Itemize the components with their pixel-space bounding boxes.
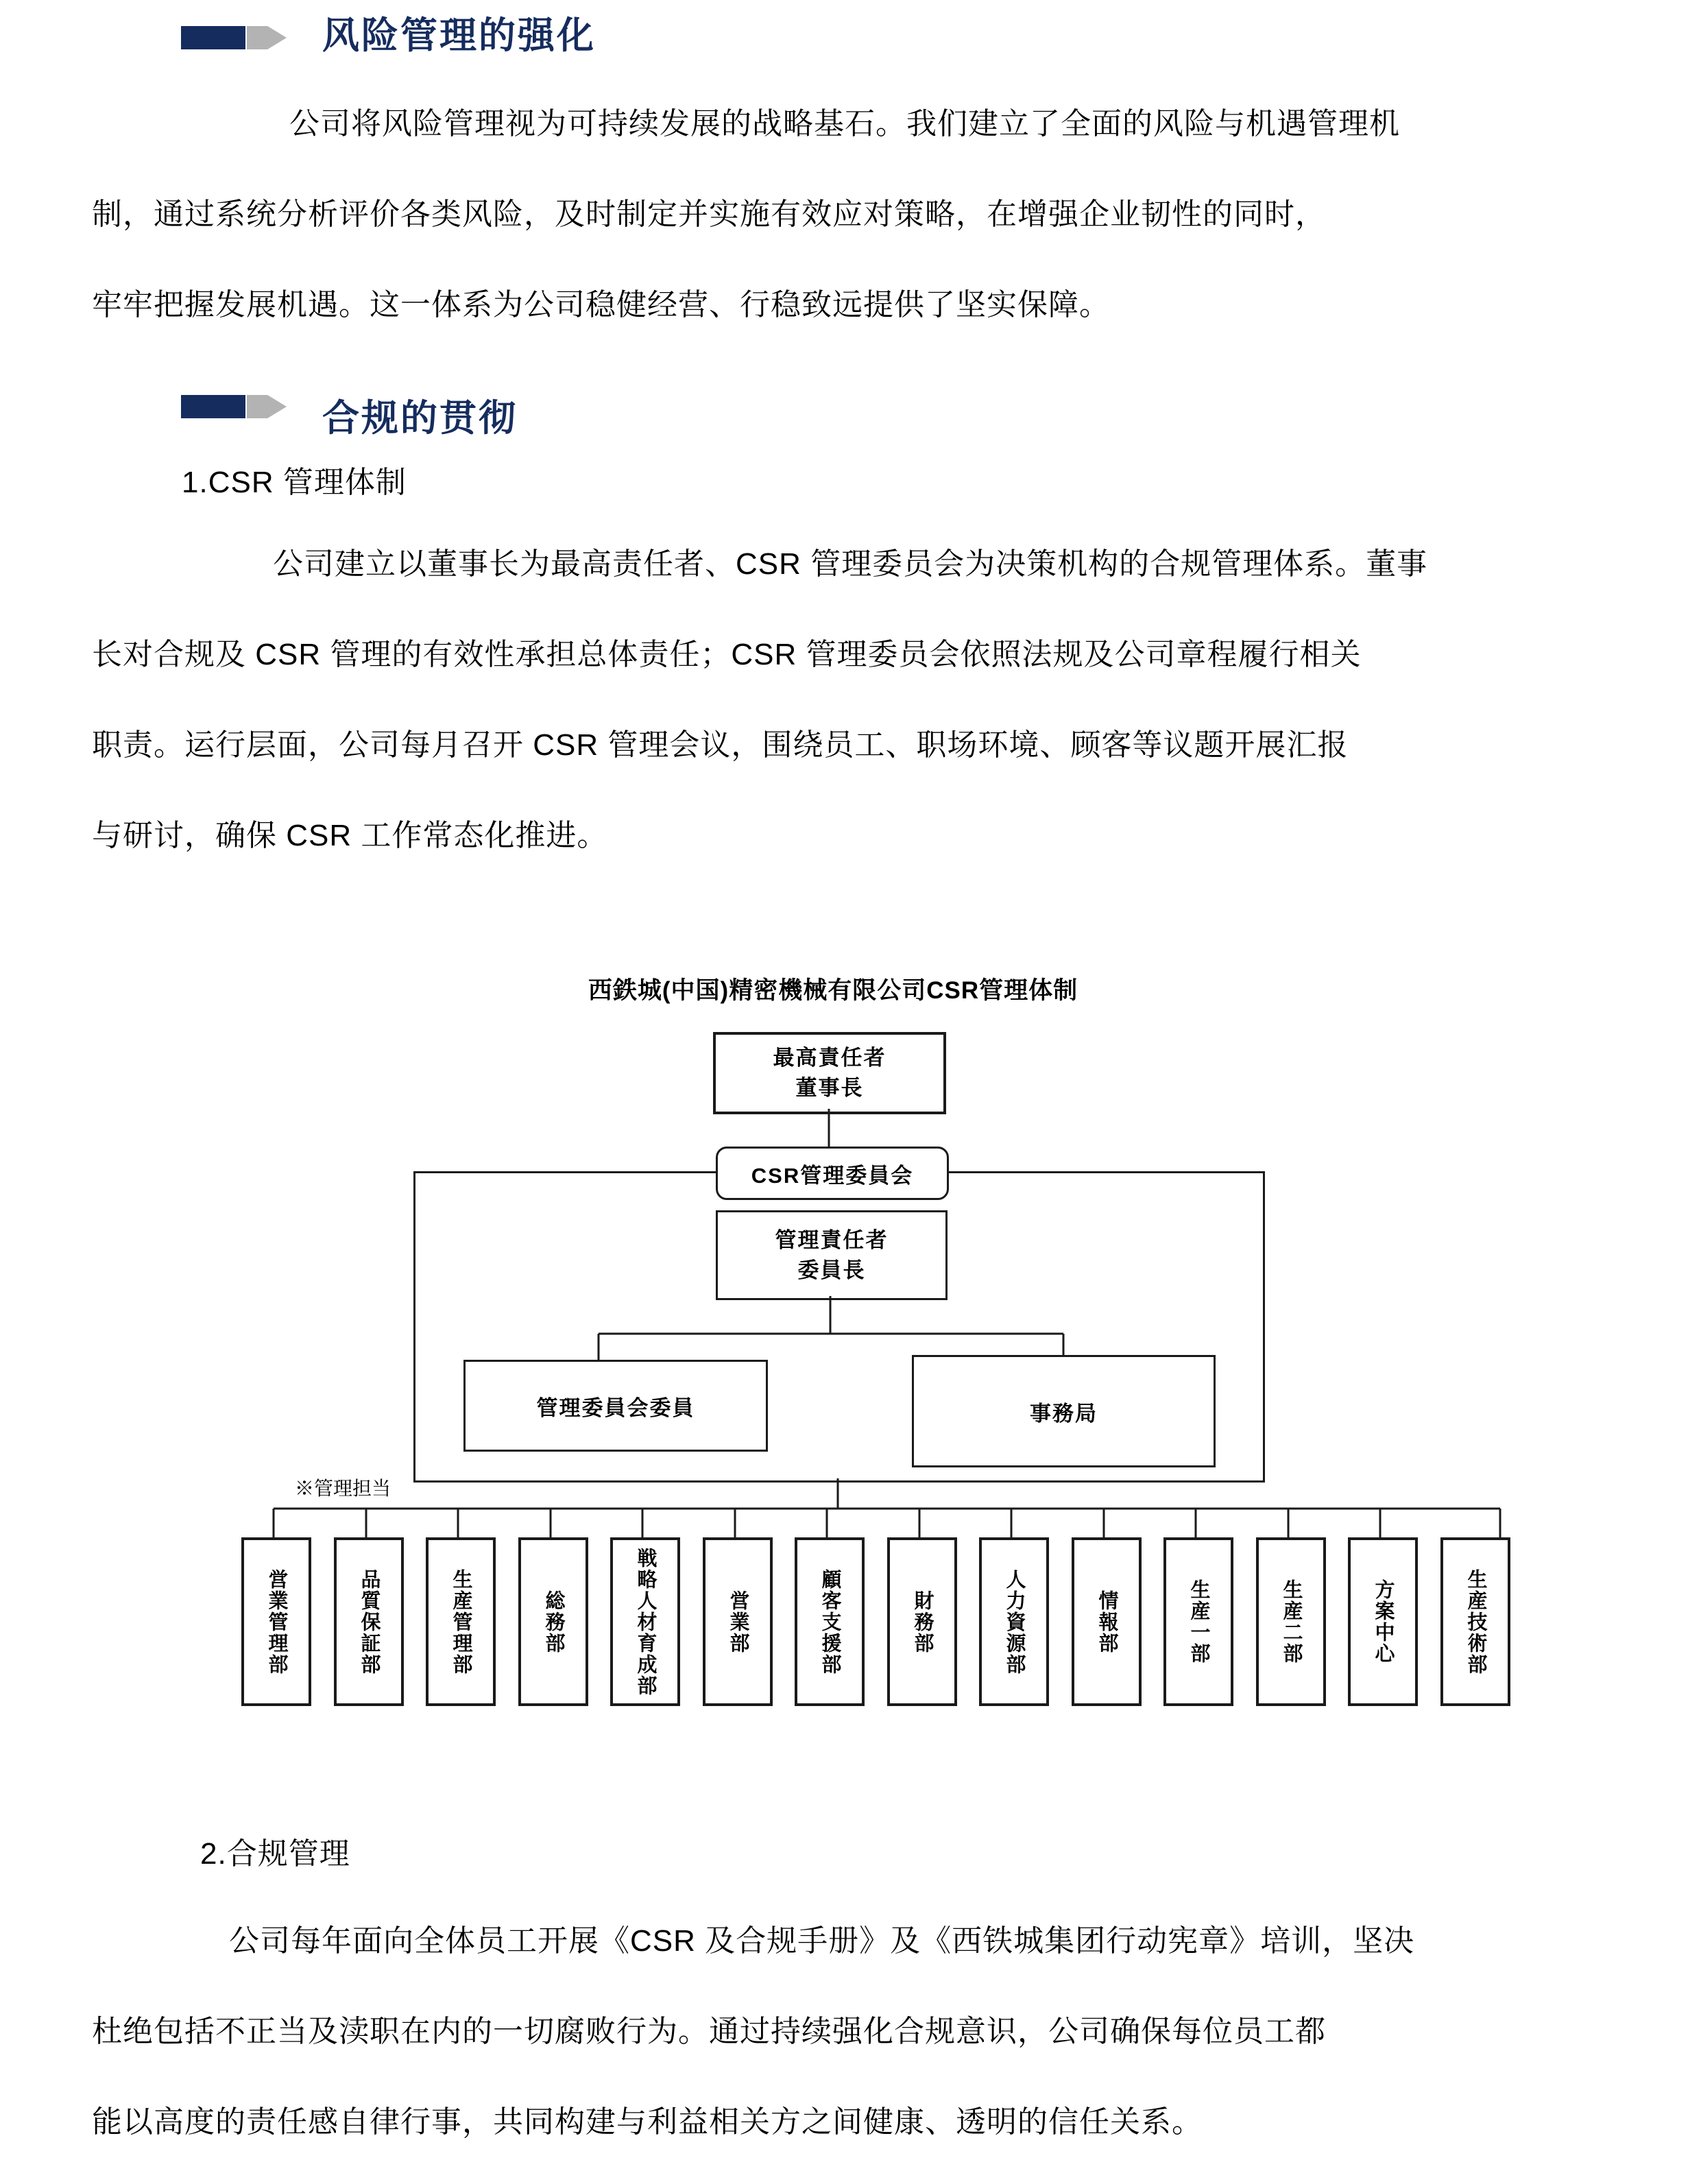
- dept-box-customer-support: 顧客支援部: [795, 1537, 865, 1706]
- risk-paragraph: [92, 79, 1545, 350]
- heading-marker-bar-icon: [181, 395, 245, 418]
- org-chart-title: 西鉄城(中国)精密機械有限公司CSR管理体制: [588, 977, 1078, 1004]
- dept-box-human-resources: 人力資源部: [979, 1537, 1049, 1706]
- heading-marker-arrow-icon: [247, 26, 287, 49]
- paragraph-line: 制，通过系统分析评价各类风险，及时制定并实施有效应对策略，在增强企业韧性的同时，: [92, 197, 1326, 231]
- subheading-compliance-management: 2.合规管理: [200, 1837, 350, 1871]
- compliance-paragraph: [92, 1896, 1545, 2168]
- subheading-csr-system: 1.CSR 管理体制: [182, 466, 407, 499]
- section-title-risk: 风险管理的强化: [322, 15, 596, 56]
- paragraph-line: 能以高度的责任感自律行事，共同构建与利益相关方之间健康、透明的信任关系。: [92, 2105, 1203, 2139]
- dept-box-general-affairs: 総務部: [518, 1537, 588, 1706]
- dept-box-production-2: 生産二部: [1256, 1537, 1326, 1706]
- paragraph-line: 与研讨，确保 CSR 工作常态化推进。: [92, 819, 608, 852]
- paragraph-line: 长对合规及 CSR 管理的有效性承担总体责任；CSR 管理委员会依照法规及公司章程履行相关: [92, 638, 1362, 671]
- node-top-executive-title: 董事長: [795, 1076, 864, 1100]
- node-csr-committee: CSR管理委員会: [716, 1147, 949, 1200]
- paragraph-line: 公司将风险管理视为可持续发展的战略基石。我们建立了全面的风险与机遇管理机: [289, 107, 1400, 141]
- dept-box-sales-management: 営業管理部: [241, 1537, 311, 1706]
- node-secretariat: 事務局: [912, 1355, 1216, 1467]
- node-top-executive-role: 最高責任者: [773, 1046, 886, 1070]
- paragraph-line: 职责。运行层面，公司每月召开 CSR 管理会议，围绕员工、职场环境、顾客等议题开展汇报: [92, 728, 1349, 762]
- dept-box-solution-center: 方案中心: [1348, 1537, 1418, 1706]
- section-title-compliance: 合规的贯彻: [322, 398, 518, 439]
- heading-marker-bar-icon: [181, 26, 245, 49]
- heading-marker-arrow-icon: [247, 395, 287, 418]
- node-manager-role: 管理責任者: [775, 1227, 889, 1252]
- dept-box-sales: 営業部: [703, 1537, 773, 1706]
- dept-box-production-management: 生産管理部: [426, 1537, 496, 1706]
- node-top-executive: [713, 1032, 946, 1114]
- paragraph-line: 牢牢把握发展机遇。这一体系为公司稳健经营、行稳致远提供了坚实保障。: [92, 288, 1110, 322]
- node-manager: [716, 1210, 948, 1300]
- dept-box-information: 情報部: [1072, 1537, 1142, 1706]
- dept-box-production-1: 生産一部: [1163, 1537, 1233, 1706]
- paragraph-line: 公司建立以董事长为最高责任者、CSR 管理委员会为决策机构的合规管理体系。董事: [273, 547, 1428, 581]
- paragraph-line: 公司每年面向全体员工开展《CSR 及合规手册》及《西铁城集团行动宪章》培训，坚决: [229, 1924, 1415, 1958]
- csr-system-paragraph: [92, 519, 1545, 881]
- paragraph-line: 杜绝包括不正当及渎职在内的一切腐败行为。通过持续强化合规意识，公司确保每位员工都: [92, 2015, 1326, 2048]
- dept-box-quality-assurance: 品質保証部: [334, 1537, 404, 1706]
- management-charge-note: ※管理担当: [295, 1478, 391, 1499]
- dept-box-finance: 財務部: [887, 1537, 957, 1706]
- node-committee-members: 管理委員会委員: [463, 1360, 768, 1452]
- dept-box-production-technology: 生産技術部: [1440, 1537, 1510, 1706]
- dept-box-strategy-hr-development: 戦略人材育成部: [610, 1537, 680, 1706]
- node-manager-title: 委員長: [797, 1258, 866, 1282]
